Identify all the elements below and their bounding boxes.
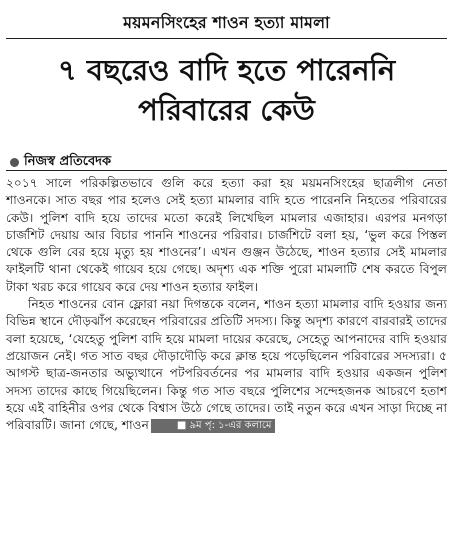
bullet-icon	[10, 158, 19, 167]
headline-line-2: পরিবারের কেউ	[138, 93, 315, 127]
body-paragraph-1: ২০১৭ সালে পরিকল্পিতভাবে গুলি করে হত্যা করা হয় ময়মনসিংহের ছাত্রলীগ নেতা শাওনকে। সাত বছর পার হলেও সেই হত্যা মামলার বাদি হতে পারেননি নিহতের পরিবারের কেউ। পুলিশ বাদি হয়ে তাদের মতো করেই লিখেছিল মামলার এজাহার। এরপর মনগড়া চার্জশিট দেয়ায় আর বিচার পাননি শাওনের পরিবার। চার্জশিটে বলা হয়, ‘ভুল করে পিস্তল থেকে গুলি বের হয়ে মৃত্যু হয় শাওনের’। এখন গুঞ্জন উঠেছে, শাওন হত্যার সেই মামলার ফাইলটি থানা থেকেই গায়েব হয়ে গেছে। অদৃশ্য এক শক্তি পুরো মামলাটি শেষ করতে বিপুল টাকা খরচ করে গায়েব করে দেয় শাওন হত্যার ফাইল।	[6, 176, 447, 294]
continued-on-page-tag	[151, 419, 276, 433]
byline-divider	[6, 170, 447, 171]
article-body	[6, 175, 447, 434]
triangle-icon: ■	[176, 420, 190, 432]
body-paragraph-2	[6, 296, 447, 434]
article-kicker: ময়মনসিংহের শাওন হত্যা মামলা	[123, 13, 330, 32]
article-headline	[0, 50, 453, 130]
kicker-divider	[6, 38, 447, 39]
body-paragraph-2-text: নিহত শাওনের বোন ফ্লোরা নয়া দিগন্তকে বলেন, শাওন হত্যা মামলার বাদি হওয়ার জন্য বিভিন্ন স্থানে দৌড়ঝাঁপ করেছেন পরিবারের প্রতিটি সদস্য। কিন্তু অদৃশ্য কারণে বারবারই তাদের বলা হয়েছে, ‘যেহেতু পুলিশ বাদি হয়ে মামলা দায়ের করেছে, সেহেতু আপনাদের বাদি হওয়ার প্রয়োজন নেই। গত সাত বছর দৌড়াদৌড়ি করে ক্লান্ত হয়ে পড়েছিলেন পরিবারের সদস্যরা। ৫ আগস্ট ছাত্র-জনতার অভ্যুত্থানে পটপরিবর্তনের পর মামলার বাদি হওয়ার একজন পুলিশ সদস্য তাদের কাছে গিয়েছিলেন। কিন্তু গত সাত বছরে পুলিশের সন্দেহজনক আচরণে হতাশ হয়ে এই বাহিনীর ওপর থেকে বিশ্বাস উঠে গেছে তাদের। তাই নতুন করে এখন সাড়া দিচ্ছে না পরিবারটি। জানা গেছে, শাওন	[6, 297, 447, 433]
continued-tag-text: ৯ম পৃ: ১-এর কলামে	[189, 420, 272, 432]
byline-text: নিজস্ব প্রতিবেদক	[24, 154, 112, 169]
headline-line-1: ৭ বছরেও বাদি হতে পারেননি	[57, 53, 396, 87]
